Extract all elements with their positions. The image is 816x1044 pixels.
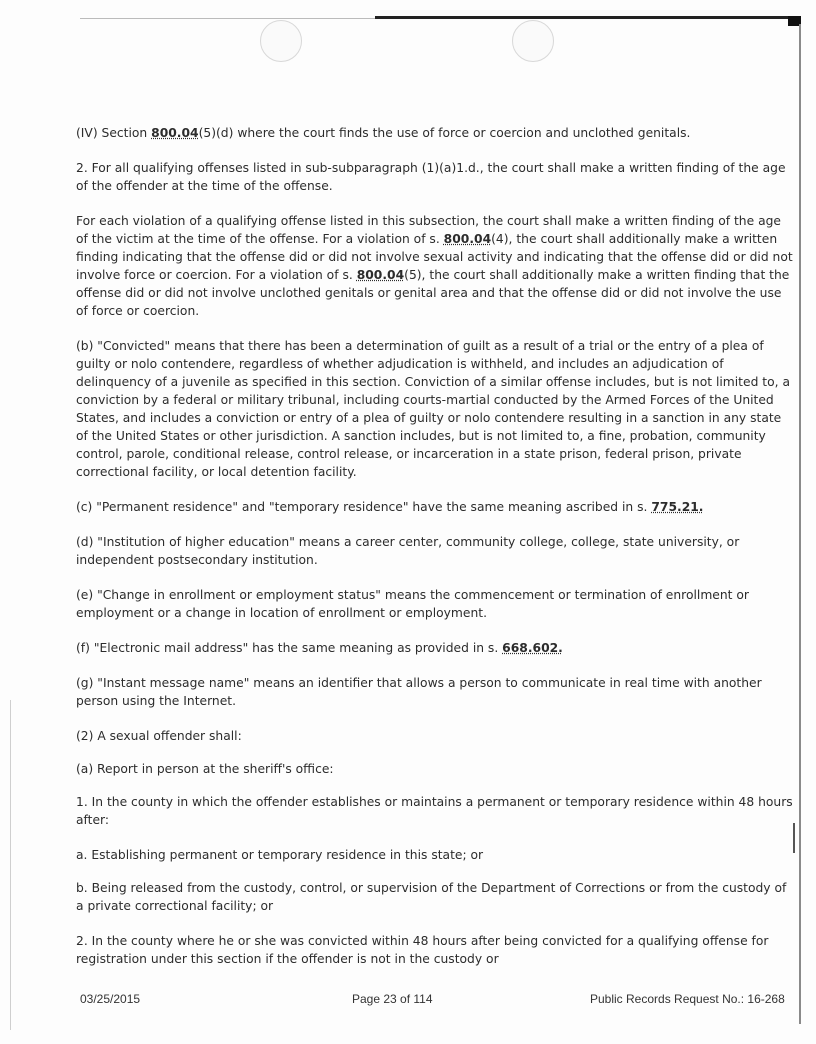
text-span: (f) "Electronic mail address" has the same meaning as provided in s. [76,641,503,655]
paragraph-c-residence [76,498,796,516]
paragraph-victim-age [76,212,796,320]
paragraph-iv [76,124,796,142]
paragraph-a-report: (a) Report in person at the sheriff's office: [76,762,334,776]
paragraph-g-instant-message: (g) "Instant message name" means an identifier that allows a person to communicate in real time with another person using the Internet. [76,676,762,708]
footer-request-number: Public Records Request No.: 16-268 [590,992,785,1006]
statute-link-668-602[interactable]: 668.602. [502,641,563,655]
scan-edge-right [799,24,801,1024]
paragraph-d-higher-education: (d) "Institution of higher education" means a career center, community college, college, state university, or independent postsecondary institution. [76,535,740,567]
statute-link-800-04[interactable]: 800.04 [151,126,199,140]
statute-link-800-04[interactable]: 800.04 [443,232,492,246]
text-span: (c) "Permanent residence" and "temporary residence" have the same meaning ascribed in s. [76,500,652,514]
text-span: (IV) Section [76,126,152,140]
paragraph-1-county: 1. In the county in which the offender establishes or maintains a permanent or temporary residence within 48 hours after: [76,795,793,827]
footer-page-number: Page 23 of 114 [352,992,433,1006]
punch-hole-right [512,20,554,62]
paragraph-2-offender-shall: (2) A sexual offender shall: [76,729,242,743]
text-span: For each violation of a qualifying offense listed in this subsection, the court shall make a written finding of the age of the victim at the time of the offense. For a violation of s. [76,214,781,246]
statute-link-775-21[interactable]: 775.21. [651,500,704,514]
paragraph-f-email [76,639,796,657]
text-span: (4), the court shall additionally make a written finding indicating that the offense did or did not involve sexual activity and indicating that the offense did or did not involve force or coercion. For a violation of s. [76,232,793,282]
paragraph-2-convicted-county: 2. In the county where he or she was convicted within 48 hours after being convicted for a qualifying offense for registration under this section if the offender is not in the custody or [76,934,769,966]
paragraph-a-establishing: a. Establishing permanent or temporary residence in this state; or [76,848,484,862]
paragraph-b-convicted: (b) "Convicted" means that there has been a determination of guilt as a result of a trial or the entry of a plea of guilty or nolo contendere, regardless of whether adjudication is withheld, and includes an adjudication of delinquency of a juvenile as specified in this section. Conviction of a similar offense includes, but is not limited to, a conviction by a federal or military tribunal, including courts-martial conducted by the Armed Forces of the United States, and includes a conviction or entry of a plea of guilty or nolo contendere resulting in a sanction in any state of the United States or other jurisdiction. A sanction includes, but is not limited to, a fine, probation, community control, parole, conditional release, control release, or incarceration in a state prison, federal prison, private correctional facility, or local detention facility. [76,339,790,479]
text-span: (5), the court shall additionally make a written finding that the offense did or did not involve unclothed genitals or genital area and that the offense did or did not involve the use of force or coercion. [76,268,790,318]
paragraph-e-enrollment: (e) "Change in enrollment or employment status" means the commencement or termination of enrollment or employment or a change in location of enrollment or employment. [76,588,749,620]
paragraph-b-released: b. Being released from the custody, control, or supervision of the Department of Corrections or from the custody of a private correctional facility; or [76,881,787,913]
footer-date: 03/25/2015 [80,992,141,1006]
paragraph-2: 2. For all qualifying offenses listed in sub-subparagraph (1)(a)1.d., the court shall make a written finding of the age of the offender at the time of the offense. [76,161,786,193]
scan-edge-top-faint [80,18,375,19]
statute-link-800-04[interactable]: 800.04 [356,268,405,282]
statute-text [76,124,796,985]
punch-hole-left [260,20,302,62]
scan-edge-left [10,700,11,1030]
text-span: (5)(d) where the court finds the use of force or coercion and unclothed genitals. [198,126,691,140]
scan-edge-top [375,16,793,19]
